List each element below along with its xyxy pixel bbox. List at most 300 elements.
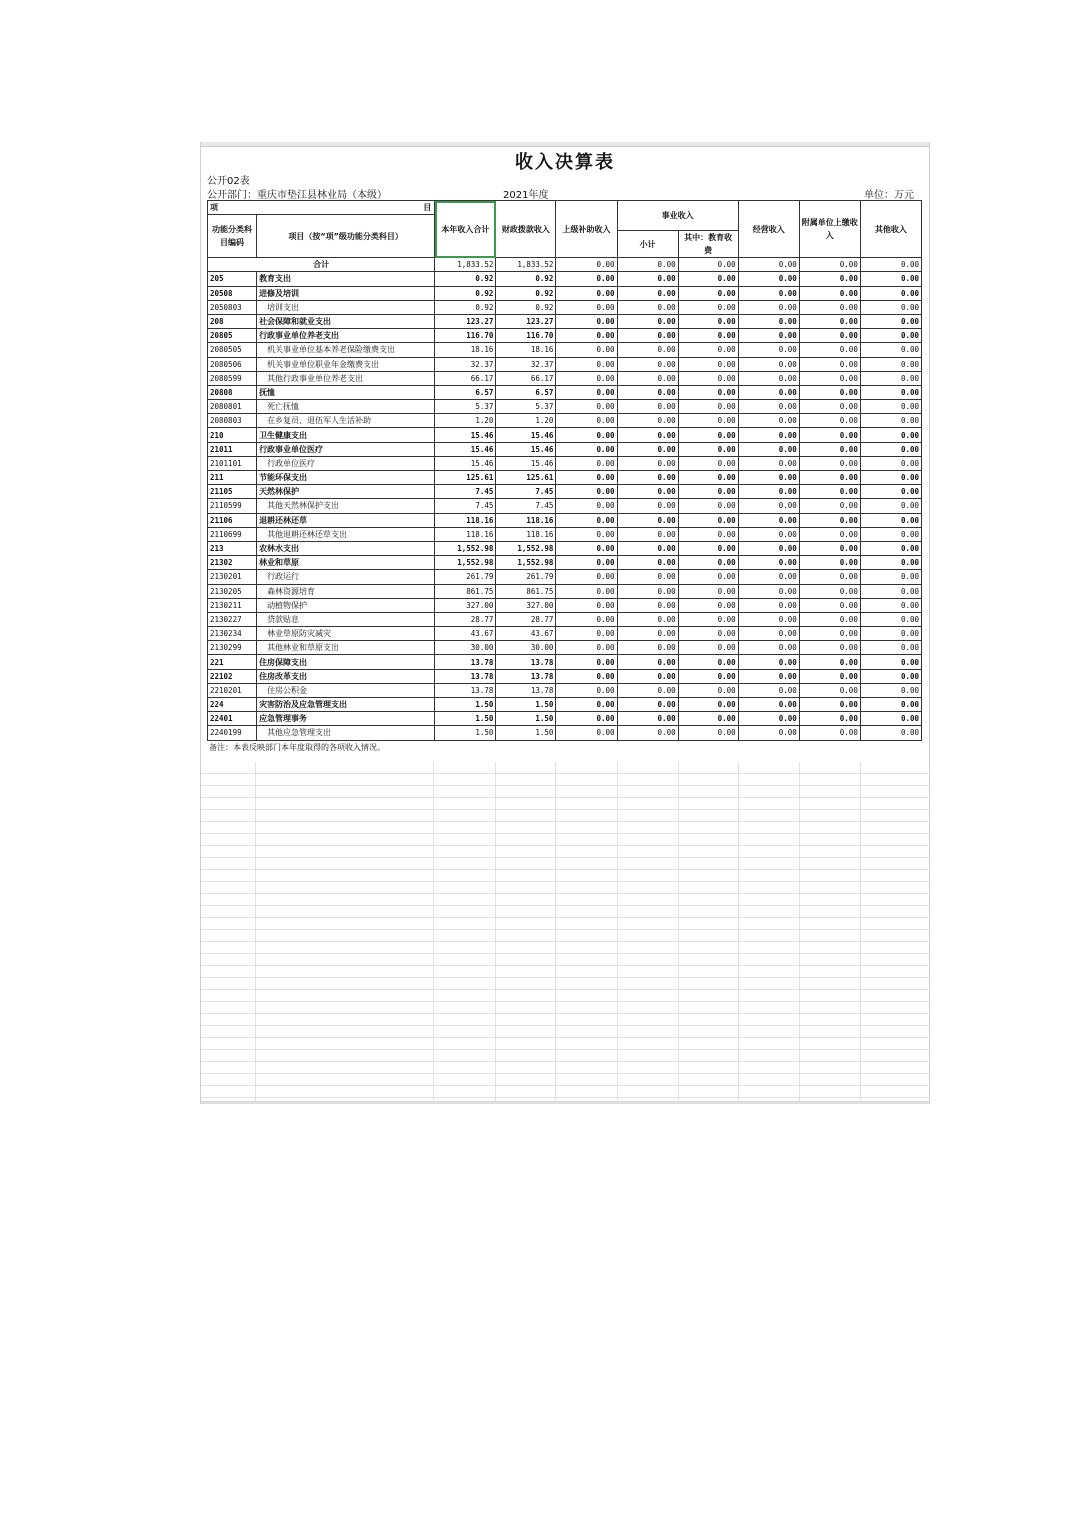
row-value: 0.00 (738, 314, 799, 328)
row-value: 1,552.98 (435, 541, 496, 555)
row-value: 0.00 (678, 527, 738, 541)
row-value: 0.00 (617, 499, 678, 513)
row-name: 住房改革支出 (257, 669, 435, 683)
row-value: 0.00 (799, 343, 860, 357)
table-row[interactable] (208, 541, 922, 555)
table-row[interactable] (208, 726, 922, 740)
row-value: 0.00 (556, 329, 617, 343)
row-value: 0.00 (799, 541, 860, 555)
row-value: 0.00 (738, 541, 799, 555)
row-name: 机关事业单位基本养老保险缴费支出 (257, 343, 435, 357)
row-name: 教育支出 (257, 272, 435, 286)
row-value: 0.00 (799, 641, 860, 655)
row-name: 进修及培训 (257, 286, 435, 300)
row-value: 0.00 (799, 612, 860, 626)
row-value: 0.00 (738, 598, 799, 612)
row-value: 13.78 (496, 683, 556, 697)
row-value: 0.00 (617, 712, 678, 726)
header-total[interactable]: 本年收入合计 (435, 201, 496, 258)
row-name: 在乡复员、退伍军人生活补助 (257, 414, 435, 428)
row-value: 0.00 (678, 300, 738, 314)
row-code: 224 (208, 698, 257, 712)
row-value: 1.50 (435, 698, 496, 712)
table-row[interactable] (208, 584, 922, 598)
table-row[interactable] (208, 683, 922, 697)
row-value: 0.00 (860, 357, 921, 371)
row-value: 0.00 (678, 357, 738, 371)
table-row[interactable] (208, 357, 922, 371)
table-row[interactable] (208, 414, 922, 428)
row-value: 1.50 (496, 698, 556, 712)
row-name: 应急管理事务 (257, 712, 435, 726)
row-value: 0.00 (799, 300, 860, 314)
row-value: 0.00 (556, 584, 617, 598)
row-value: 0.00 (678, 541, 738, 555)
table-row[interactable] (208, 556, 922, 570)
row-value: 0.00 (799, 556, 860, 570)
header-subsidiary: 附属单位上缴收入 (799, 201, 860, 258)
row-value: 0.00 (738, 499, 799, 513)
row-value: 118.16 (496, 527, 556, 541)
row-name: 贷款贴息 (257, 612, 435, 626)
row-value: 0.00 (738, 428, 799, 442)
table-row[interactable] (208, 371, 922, 385)
row-value: 0.00 (678, 683, 738, 697)
row-name: 行政事业单位养老支出 (257, 329, 435, 343)
row-value: 0.00 (617, 698, 678, 712)
row-value: 0.00 (860, 612, 921, 626)
row-value: 0.00 (860, 655, 921, 669)
row-value: 0.00 (617, 371, 678, 385)
row-code: 2080599 (208, 371, 257, 385)
table-row[interactable] (208, 627, 922, 641)
unit-label: 单位：万元 (864, 190, 914, 201)
row-value: 0.00 (617, 414, 678, 428)
row-value: 7.45 (435, 485, 496, 499)
row-value: 0.00 (617, 329, 678, 343)
row-value: 5.37 (435, 400, 496, 414)
table-row[interactable] (208, 286, 922, 300)
row-value: 66.17 (496, 371, 556, 385)
row-value: 861.75 (496, 584, 556, 598)
row-name: 林业草原防灾减灾 (257, 627, 435, 641)
row-value: 13.78 (435, 669, 496, 683)
row-value: 0.00 (678, 343, 738, 357)
row-value: 0.00 (556, 371, 617, 385)
row-value: 0.00 (556, 698, 617, 712)
row-value: 0.00 (860, 385, 921, 399)
row-value: 0.92 (496, 286, 556, 300)
row-code: 2080506 (208, 357, 257, 371)
table-row[interactable] (208, 272, 922, 286)
row-value: 0.00 (617, 400, 678, 414)
row-code: 2130227 (208, 612, 257, 626)
row-value: 0.00 (678, 698, 738, 712)
row-value: 18.16 (496, 343, 556, 357)
row-value: 5.37 (496, 400, 556, 414)
row-value: 0.00 (617, 456, 678, 470)
header-fiscal: 财政拨款收入 (496, 201, 556, 258)
row-value: 28.77 (496, 612, 556, 626)
row-name: 行政运行 (257, 570, 435, 584)
row-value: 0.00 (860, 556, 921, 570)
row-value: 0.00 (738, 329, 799, 343)
row-code: 2130299 (208, 641, 257, 655)
row-value: 0.00 (556, 357, 617, 371)
row-value: 0.00 (617, 300, 678, 314)
spreadsheet-page (200, 142, 930, 1104)
table-row[interactable] (208, 598, 922, 612)
header-name: 项目（按“项”级功能分类科目） (257, 215, 435, 258)
table-row[interactable] (208, 499, 922, 513)
row-value: 0.00 (738, 655, 799, 669)
row-value: 327.00 (496, 598, 556, 612)
row-value: 1,552.98 (496, 541, 556, 555)
row-value: 0.00 (678, 726, 738, 740)
row-value: 0.00 (738, 712, 799, 726)
row-value: 0.00 (738, 414, 799, 428)
header-subtotal: 小计 (617, 231, 678, 258)
table-row[interactable] (208, 527, 922, 541)
row-value: 0.00 (617, 314, 678, 328)
row-value: 0.00 (678, 258, 738, 272)
row-value: 6.57 (435, 385, 496, 399)
table-row[interactable] (208, 385, 922, 399)
row-value: 327.00 (435, 598, 496, 612)
row-value: 0.00 (556, 712, 617, 726)
row-value: 0.00 (860, 598, 921, 612)
row-value: 0.00 (799, 400, 860, 414)
row-value: 0.00 (860, 627, 921, 641)
table-row[interactable] (208, 300, 922, 314)
row-code: 2110599 (208, 499, 257, 513)
row-code: 2080803 (208, 414, 257, 428)
table-row[interactable] (208, 428, 922, 442)
row-value: 0.00 (860, 272, 921, 286)
row-value: 0.00 (678, 385, 738, 399)
row-code: 21302 (208, 556, 257, 570)
row-value: 0.00 (860, 442, 921, 456)
row-name: 其他天然林保护支出 (257, 499, 435, 513)
row-value: 15.46 (435, 442, 496, 456)
row-value: 15.46 (496, 442, 556, 456)
row-value: 0.00 (617, 655, 678, 669)
row-value: 0.00 (617, 641, 678, 655)
table-row[interactable] (208, 669, 922, 683)
row-value: 0.00 (799, 442, 860, 456)
year-label: 2021年度 (503, 190, 549, 201)
row-code: 21106 (208, 513, 257, 527)
row-value: 0.00 (860, 698, 921, 712)
row-value: 0.00 (860, 414, 921, 428)
header-mu: 目 (423, 203, 432, 213)
row-code: 20805 (208, 329, 257, 343)
row-value: 0.00 (799, 357, 860, 371)
row-code: 211 (208, 471, 257, 485)
row-value: 0.00 (738, 698, 799, 712)
row-value: 0.00 (799, 584, 860, 598)
row-value: 0.00 (678, 669, 738, 683)
row-value: 15.46 (435, 456, 496, 470)
row-value: 0.00 (617, 570, 678, 584)
row-value: 118.16 (435, 527, 496, 541)
row-value: 0.00 (556, 598, 617, 612)
row-value: 0.00 (617, 627, 678, 641)
row-value: 0.00 (738, 612, 799, 626)
row-value: 0.00 (678, 471, 738, 485)
row-value: 0.00 (799, 471, 860, 485)
table-row[interactable] (208, 570, 922, 584)
table-row[interactable] (208, 641, 922, 655)
row-value: 118.16 (435, 513, 496, 527)
row-value: 116.70 (496, 329, 556, 343)
row-value: 0.00 (738, 286, 799, 300)
row-value: 0.00 (556, 314, 617, 328)
row-name: 行政事业单位医疗 (257, 442, 435, 456)
table-row[interactable] (208, 456, 922, 470)
row-value: 0.00 (556, 442, 617, 456)
row-value: 7.45 (496, 485, 556, 499)
row-name: 森林资源培育 (257, 584, 435, 598)
table-row[interactable] (208, 471, 922, 485)
row-value: 0.00 (556, 541, 617, 555)
row-value: 1,833.52 (496, 258, 556, 272)
row-value: 0.00 (617, 683, 678, 697)
row-value: 0.00 (860, 584, 921, 598)
row-value: 125.61 (435, 471, 496, 485)
row-value: 0.00 (617, 513, 678, 527)
table-note: 备注：本表反映部门本年度取得的各项收入情况。 (209, 743, 385, 752)
row-value: 66.17 (435, 371, 496, 385)
row-value: 125.61 (496, 471, 556, 485)
header-other: 其他收入 (860, 201, 921, 258)
row-code: 2101101 (208, 456, 257, 470)
row-value: 0.00 (860, 343, 921, 357)
table-row[interactable] (208, 485, 922, 499)
row-code: 208 (208, 314, 257, 328)
row-value: 0.00 (799, 698, 860, 712)
row-value: 0.00 (617, 286, 678, 300)
row-value: 0.00 (860, 471, 921, 485)
row-name: 灾害防治及应急管理支出 (257, 698, 435, 712)
row-code: 20808 (208, 385, 257, 399)
row-code: 21011 (208, 442, 257, 456)
row-value: 0.00 (860, 258, 921, 272)
row-name: 节能环保支出 (257, 471, 435, 485)
row-code: 22401 (208, 712, 257, 726)
row-value: 0.00 (860, 513, 921, 527)
row-value: 0.00 (738, 371, 799, 385)
row-value: 0.00 (556, 343, 617, 357)
header-code: 功能分类科目编码 (208, 215, 257, 258)
row-value: 0.00 (617, 556, 678, 570)
row-name: 培训支出 (257, 300, 435, 314)
page-title: 收入决算表 (515, 152, 615, 173)
row-value: 0.00 (799, 513, 860, 527)
row-name: 卫生健康支出 (257, 428, 435, 442)
row-name: 其他林业和草原支出 (257, 641, 435, 655)
row-value: 0.00 (799, 570, 860, 584)
row-value: 0.00 (556, 612, 617, 626)
row-value: 7.45 (435, 499, 496, 513)
row-value: 0.00 (556, 428, 617, 442)
row-value: 0.00 (860, 329, 921, 343)
row-value: 0.00 (556, 669, 617, 683)
row-value: 0.00 (860, 527, 921, 541)
row-value: 0.00 (678, 570, 738, 584)
header-business: 事业收入 (617, 201, 738, 231)
row-value: 0.00 (678, 428, 738, 442)
row-name: 住房公积金 (257, 683, 435, 697)
row-value: 18.16 (435, 343, 496, 357)
bottom-scroll-strip (201, 1101, 929, 1104)
row-value: 1,552.98 (435, 556, 496, 570)
row-value: 0.00 (860, 371, 921, 385)
row-value: 0.00 (738, 272, 799, 286)
row-value: 0.00 (860, 428, 921, 442)
row-value: 0.00 (617, 485, 678, 499)
row-value: 13.78 (496, 669, 556, 683)
row-code: 221 (208, 655, 257, 669)
row-value: 0.00 (738, 343, 799, 357)
table-row[interactable] (208, 329, 922, 343)
row-code: 213 (208, 541, 257, 555)
row-value: 0.00 (556, 400, 617, 414)
row-value: 0.00 (617, 598, 678, 612)
row-name: 农林水支出 (257, 541, 435, 555)
row-value: 6.57 (496, 385, 556, 399)
row-value: 0.00 (556, 527, 617, 541)
row-value: 1.50 (435, 712, 496, 726)
row-value: 0.00 (617, 385, 678, 399)
row-code: 2130234 (208, 627, 257, 641)
row-value: 0.00 (556, 414, 617, 428)
row-code: 2130205 (208, 584, 257, 598)
row-value: 123.27 (435, 314, 496, 328)
row-value: 0.00 (556, 627, 617, 641)
row-code: 2130201 (208, 570, 257, 584)
row-value: 7.45 (496, 499, 556, 513)
row-value: 0.00 (799, 314, 860, 328)
row-value: 0.00 (799, 598, 860, 612)
row-value: 0.00 (799, 258, 860, 272)
row-value: 0.00 (738, 641, 799, 655)
row-value: 0.92 (435, 300, 496, 314)
row-code: 2050803 (208, 300, 257, 314)
row-value: 1.50 (496, 712, 556, 726)
row-value: 0.00 (556, 258, 617, 272)
empty-grid (201, 762, 929, 1104)
row-value: 0.00 (860, 726, 921, 740)
row-value: 0.00 (678, 400, 738, 414)
row-value: 0.00 (678, 272, 738, 286)
row-value: 0.00 (617, 357, 678, 371)
row-value: 32.37 (496, 357, 556, 371)
row-value: 0.00 (738, 385, 799, 399)
row-value: 0.92 (496, 272, 556, 286)
row-value: 0.00 (556, 286, 617, 300)
row-value: 15.46 (496, 456, 556, 470)
header-xiang-mu (208, 201, 435, 215)
table-row[interactable] (208, 513, 922, 527)
row-value: 0.00 (738, 300, 799, 314)
row-value: 43.67 (496, 627, 556, 641)
row-name: 动植物保护 (257, 598, 435, 612)
table-row[interactable] (208, 655, 922, 669)
row-value: 0.00 (617, 258, 678, 272)
row-value: 0.00 (556, 471, 617, 485)
row-code: 2110699 (208, 527, 257, 541)
row-value: 0.00 (738, 456, 799, 470)
table-row[interactable] (208, 442, 922, 456)
row-value: 0.00 (738, 584, 799, 598)
row-value: 0.00 (799, 726, 860, 740)
row-value: 0.00 (556, 485, 617, 499)
row-value: 0.00 (860, 400, 921, 414)
row-value: 861.75 (435, 584, 496, 598)
table-row[interactable] (208, 612, 922, 626)
row-value: 0.00 (678, 414, 738, 428)
row-value: 0.00 (738, 442, 799, 456)
row-value: 0.00 (799, 272, 860, 286)
row-value: 13.78 (496, 655, 556, 669)
row-value: 0.00 (860, 669, 921, 683)
row-value: 116.70 (435, 329, 496, 343)
row-value: 0.00 (738, 258, 799, 272)
header-xiang: 项 (210, 203, 218, 213)
row-value: 0.00 (799, 329, 860, 343)
row-value: 43.67 (435, 627, 496, 641)
row-value: 0.00 (617, 471, 678, 485)
row-value: 0.00 (556, 300, 617, 314)
row-value: 0.00 (678, 584, 738, 598)
row-value: 0.00 (799, 414, 860, 428)
row-value: 0.00 (556, 683, 617, 697)
row-name: 死亡抚恤 (257, 400, 435, 414)
row-name: 合计 (208, 258, 435, 272)
row-value: 0.00 (617, 272, 678, 286)
row-value: 32.37 (435, 357, 496, 371)
form-number: 公开02表 (207, 176, 250, 187)
row-value: 1.20 (496, 414, 556, 428)
row-value: 0.00 (738, 485, 799, 499)
table-row[interactable] (208, 314, 922, 328)
row-value: 0.00 (678, 371, 738, 385)
row-name: 天然林保护 (257, 485, 435, 499)
row-value: 13.78 (435, 683, 496, 697)
row-code: 2210201 (208, 683, 257, 697)
table-row[interactable] (208, 698, 922, 712)
row-name: 退耕还林还草 (257, 513, 435, 527)
row-value: 261.79 (496, 570, 556, 584)
row-code: 210 (208, 428, 257, 442)
table-row[interactable] (208, 712, 922, 726)
row-value: 0.00 (738, 556, 799, 570)
table-row[interactable] (208, 343, 922, 357)
table-row[interactable] (208, 400, 922, 414)
row-value: 0.00 (738, 627, 799, 641)
table-row[interactable] (208, 258, 922, 272)
row-value: 0.00 (799, 499, 860, 513)
row-value: 0.00 (799, 385, 860, 399)
header-superior: 上级补助收入 (556, 201, 617, 258)
row-code: 22102 (208, 669, 257, 683)
header-operating: 经营收入 (738, 201, 799, 258)
row-name: 行政单位医疗 (257, 456, 435, 470)
row-name: 社会保障和就业支出 (257, 314, 435, 328)
row-value: 0.00 (799, 669, 860, 683)
row-value: 0.00 (860, 456, 921, 470)
